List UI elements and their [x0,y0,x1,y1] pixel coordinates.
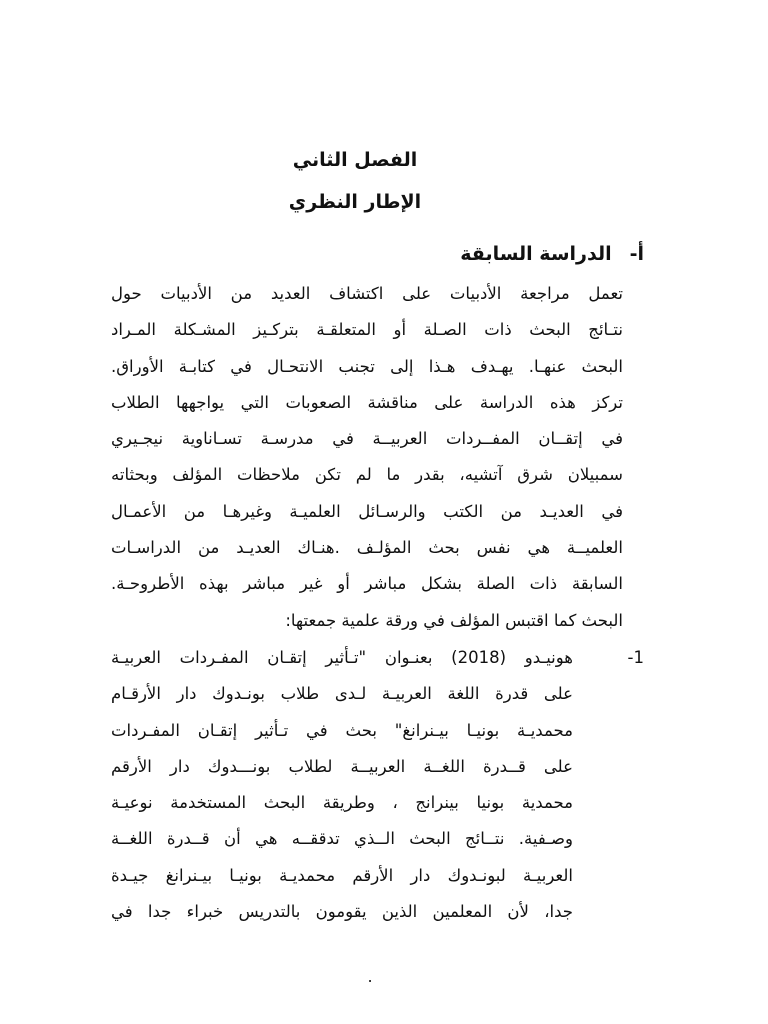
chapter-title: الفصل الثاني [292,149,418,171]
paragraph-line: محمدية بونيا بينرانج ، وطريقة البحث المستخدمة نوعيـة [111,793,573,813]
paragraph-line: سمبيلان شرق آتشيه، بقدر ما لم تكن ملاحظات المؤلف وبحثاته [111,465,623,485]
chapter-subtitle: الإطار النظري [288,191,422,213]
paragraph-line: محمديـة بونيـا بيـنرانغ" بحث في تـأثير إتقـان المفـردات [111,720,573,740]
list-item-number: 1- [627,648,644,667]
page-number: . [367,967,373,986]
section-marker: أ- [629,243,644,265]
paragraph-line: السابقة ذات الصلة بشكل مباشر أو غير مباشر بهذه الأطروحـة. [111,574,623,594]
paragraph-line: العربيـة لبونـدوك دار الأرقم محمديـة بونيـا بيـنرانغ جيـدة [111,865,573,885]
paragraph-line: هونيـدو (2018) بعنـوان "تـأثير إتقـان المفـردات العربيـة [111,648,573,667]
intro-paragraph [111,276,623,639]
paragraph-line: جدا، لأن المعلمين الذين يقومون بالتدريس خبراء جدا في [111,902,573,922]
paragraph-line: تعمل مراجعة الأدبيات على اكتشاف العديد من الأدبيات حول [111,284,623,303]
paragraph-line: البحث عنهـا. يهـدف هـذا إلى تجنب الانتحـال في كتابـة الأوراق. [111,356,623,376]
paragraph-line: العلميــة هي نفس بحث المؤلـف .هنـاك العديـد من الدراسـات [111,538,623,558]
list-item-paragraph [111,640,573,930]
paragraph-line: على قــدرة اللغــة العربيــة لطلاب بونـــدوك دار الأرقم [111,756,573,776]
section-heading [460,240,644,268]
paragraph-line: البحث كما اقتبس المؤلف في ورقة علمية جمعتها: [285,610,623,630]
paragraph-line: على قدرة اللغة العربيـة لـدى طلاب بونـدوك دار الأرقـام [111,684,573,704]
section-heading-text: الدراسة السابقة [460,243,612,265]
paragraph-line: تركز هذه الدراسة على مناقشة الصعوبات التي يواجهها الطلاب [111,392,623,412]
paragraph-line: وصـفية. نتــائج البحث الــذي تدققــه هي أن قــدرة اللغــة [111,829,573,849]
paragraph-line: نتـائج البحث ذات الصـلة أو المتعلقـة بتركـيز المشـكلة المـراد [111,320,623,340]
paragraph-line: في العديـد من الكتب والرسـائل العلميـة وغيرهـا من الأعمـال [111,501,623,521]
paragraph-line: في إتقــان المفــردات العربيــة في مدرسـة تسـاناوية نيجـيري [111,429,623,449]
